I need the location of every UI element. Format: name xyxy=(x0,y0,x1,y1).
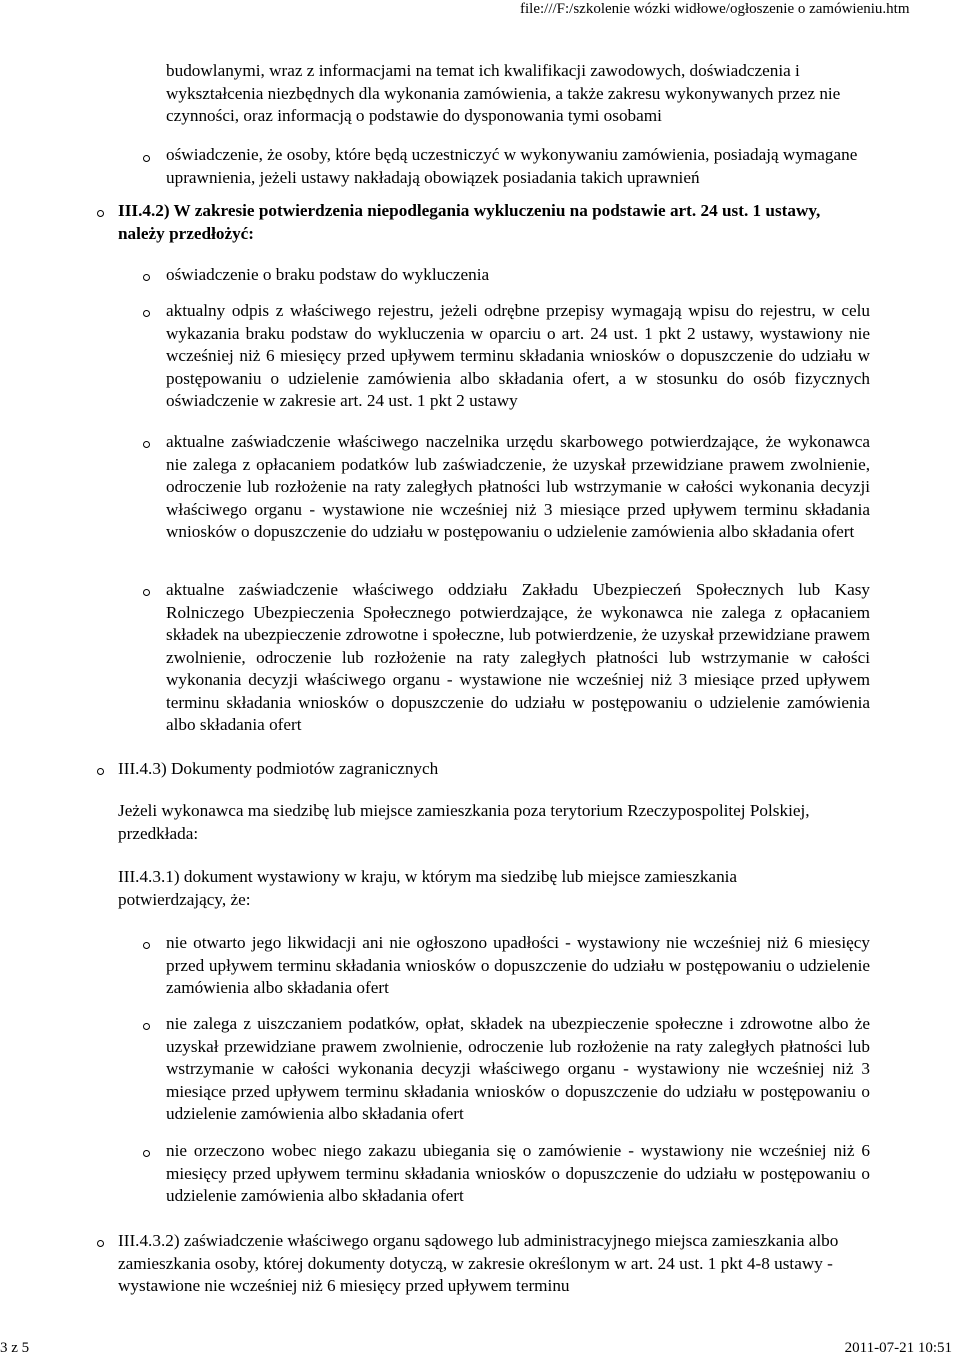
list-item-podatki: nie zalega z uiszczaniem podatków, opłat, składek na ubezpieczenie społeczne i zdrowotne albo że uzyskał przewidziane prawem zwolnienie, odroczenie lub rozłożenie na raty zaległych płatności lub wstrzymanie w całości wykonania decyzji właściwego organu - wystawiony nie wcześniej niż 3 miesiące przed upływem terminu składania wniosków o dopuszczenie do udziału w postępowaniu o udzielenie zamówienia albo składania ofert xyxy=(166,1014,870,1123)
paragraph-intro: budowlanymi, wraz z informacjami na temat ich kwalifikacji zawodowych, doświadczenia i wykształcenia niezbędnych dla wykonania zamówienia, a także zakresu wykonywanych przez nie czynności, oraz informacją o podstawie do dysponowania tymi osobami xyxy=(166,61,841,125)
list-item-oswiadczenie-braku: oświadczenie o braku podstaw do wykluczenia xyxy=(166,265,490,284)
file-url: file:///F:/szkolenie wózki widłowe/ogłoszenie o zamówieniu.htm xyxy=(520,1,910,17)
list-item-zakaz: nie orzeczono wobec niego zakazu ubiegania się o zamówienie - wystawiony nie wcześniej niż 6 miesięcy przed upływem terminu składania wniosków o dopuszczenie do udziału w postępowaniu o udzielenie zamówienia albo składania ofert xyxy=(166,1141,870,1205)
list-item-iii-4-3-2: III.4.3.2) zaświadczenie właściwego organu sądowego lub administracyjnego miejsca zamieszkania albo zamieszkania osoby, której dokumenty dotyczą, w zakresie określonym w art. 24 ust. 1 pkt 4-8 ustawy - wystawione nie wcześniej niż 6 miesięcy przed upływem terminu xyxy=(118,1231,839,1295)
bullet-icon xyxy=(97,768,104,775)
list-item-likwidacja: nie otwarto jego likwidacji ani nie ogłoszono upadłości - wystawiony nie wcześniej niż 6 miesięcy przed upływem terminu składania wniosków o dopuszczenie do udziału w postępowaniu o udzielenie zamówienia albo składania ofert xyxy=(166,933,870,997)
bullet-icon xyxy=(97,210,104,217)
bullet-icon xyxy=(143,942,150,949)
bullet-icon xyxy=(97,1240,104,1247)
bullet-icon xyxy=(143,310,150,317)
paragraph-siedziba: Jeżeli wykonawca ma siedzibę lub miejsce zamieszkania poza terytorium Rzeczypospolitej Polskiej, przedkłada: xyxy=(118,801,810,843)
section-heading-iii-4-2: III.4.2) W zakresie potwierdzenia niepodlegania wykluczeniu na podstawie art. 24 ust. 1 ustawy, należy przedłożyć: xyxy=(118,201,821,243)
list-item-urzad-skarbowy: aktualne zaświadczenie właściwego naczelnika urzędu skarbowego potwierdzające, że wykonawca nie zalega z opłacaniem podatków lub zaświadczenie, że uzyskał przewidziane prawem zwolnienie, odroczenie lub rozłożenie na raty zaległych płatności lub wstrzymanie w całości wykonania decyzji właściwego organu - wystawione nie wcześniej niż 3 miesiące przed upływem terminu składania wniosków o dopuszczenie do udziału w postępowaniu o udzielenie zamówienia albo składania ofert xyxy=(166,432,870,541)
print-datetime: 2011-07-21 10:51 xyxy=(844,1340,952,1356)
list-item-zus-krus: aktualne zaświadczenie właściwego oddziału Zakładu Ubezpieczeń Społecznych lub Kasy Rolniczego Ubezpieczenia Społecznego potwierdzające, że wykonawca nie zalega z opłacaniem składek na ubezpieczenie zdrowotne i społeczne, lub potwierdzenie, że uzyskał przewidziane prawem zwolnienie, odroczenie lub rozłożenie na raty zaległych płatności lub wstrzymanie w całości wykonania decyzji właściwego organu - wystawione nie wcześniej niż 3 miesiące przed upływem terminu składania wniosków o dopuszczenie do udziału w postępowaniu o udzielenie zamówienia albo składania ofert xyxy=(166,580,870,734)
bullet-icon xyxy=(143,274,150,281)
list-item-uprawnienia: oświadczenie, że osoby, które będą uczestniczyć w wykonywaniu zamówienia, posiadają wymagane uprawnienia, jeżeli ustawy nakładają obowiązek posiadania takich uprawnień xyxy=(166,145,858,187)
bullet-icon xyxy=(143,441,150,448)
bullet-icon xyxy=(143,1023,150,1030)
bullet-icon xyxy=(143,155,150,162)
page-number: 3 z 5 xyxy=(0,1340,30,1356)
paragraph-iii-4-3-1: III.4.3.1) dokument wystawiony w kraju, w którym ma siedzibę lub miejsce zamieszkania potwierdzający, że: xyxy=(118,867,738,909)
bullet-icon xyxy=(143,589,150,596)
list-item-odpis-rejestru: aktualny odpis z właściwego rejestru, jeżeli odrębne przepisy wymagają wpisu do rejestru, w celu wykazania braku podstaw do wykluczenia w oparciu o art. 24 ust. 1 pkt 2 ustawy, wystawiony nie wcześniej niż 6 miesięcy przed upływem terminu składania wniosków o dopuszczenie do udziału w postępowaniu o udzielenie zamówienia albo składania ofert, a w stosunku do osób fizycznych oświadczenie w zakresie art. 24 ust. 1 pkt 2 ustawy xyxy=(166,301,870,410)
bullet-icon xyxy=(143,1150,150,1157)
section-heading-iii-4-3: III.4.3) Dokumenty podmiotów zagranicznych xyxy=(118,759,439,778)
